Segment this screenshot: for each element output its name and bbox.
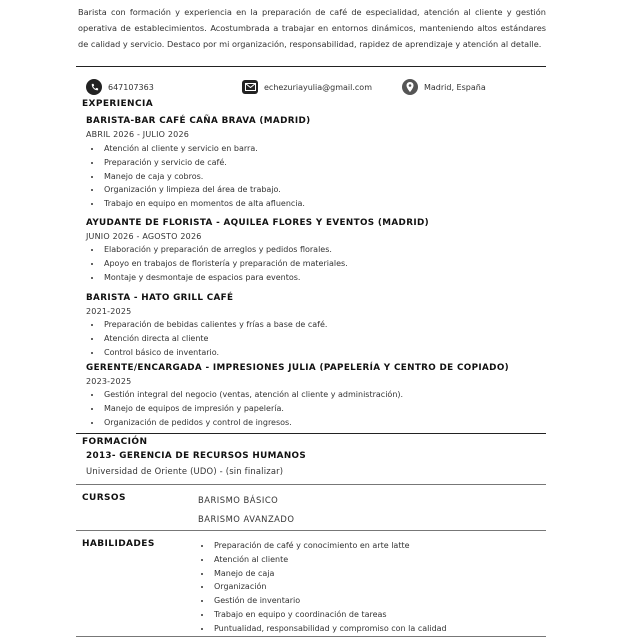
list-item: • Montaje y desmontaje de espacios para eventos. xyxy=(102,271,348,285)
location-text: Madrid, España xyxy=(424,82,486,92)
divider xyxy=(76,66,546,67)
list-item: • Atención directa al cliente xyxy=(102,332,327,346)
list-item: • Gestión integral del negocio (ventas, atención al cliente y administración). xyxy=(102,388,403,402)
job-title: BARISTA - HATO GRILL CAFÉ xyxy=(86,293,234,303)
list-item: • Organización de pedidos y control de ingresos. xyxy=(102,416,403,430)
list-item: • Organización xyxy=(212,580,447,594)
skills-list xyxy=(202,539,447,636)
list-item: • Manejo de equipos de impresión y papelería. xyxy=(102,402,403,416)
job-bullets xyxy=(92,142,305,211)
list-item: • Trabajo en equipo y coordinación de tareas xyxy=(212,608,447,622)
divider xyxy=(76,636,546,637)
phone-icon xyxy=(86,79,102,95)
course-item: BARISMO BÁSICO xyxy=(198,495,279,505)
section-heading-skills: HABILIDADES xyxy=(82,539,155,549)
contact-phone xyxy=(86,78,154,96)
job-title: GERENTE/ENCARGADA - IMPRESIONES JULIA (PAPELERÍA Y CENTRO DE COPIADO) xyxy=(86,363,510,373)
divider xyxy=(76,484,546,485)
list-item: • Elaboración y preparación de arreglos y pedidos florales. xyxy=(102,243,348,257)
section-heading-education: FORMACIÓN xyxy=(82,437,148,447)
section-heading-experience: EXPERIENCIA xyxy=(82,99,154,109)
job-date: ABRIL 2026 - JULIO 2026 xyxy=(86,130,190,139)
profile-summary: Barista con formación y experiencia en la preparación de café de especialidad, atención al cliente y gestión operativa de establecimientos. Acostumbrada a trabajar en entornos dinámicos, manteniendo altos estándares de calidad y servicio. Destaco por mi organización, responsabilidad, rapidez de aprendizaje y atención al detalle. xyxy=(78,7,546,49)
list-item: • Puntualidad, responsabilidad y compromiso con la calidad xyxy=(212,622,447,636)
list-item: • Atención al cliente xyxy=(212,553,447,567)
job-date: 2021-2025 xyxy=(86,307,132,316)
phone-number: 647107363 xyxy=(108,82,154,92)
education-title: 2013- GERENCIA DE RECURSOS HUMANOS xyxy=(86,451,307,461)
contact-email xyxy=(242,78,372,96)
job-bullets xyxy=(92,318,327,359)
job-title: AYUDANTE DE FLORISTA - AQUILEA FLORES Y EVENTOS (MADRID) xyxy=(86,218,429,228)
list-item: • Organización y limpieza del área de trabajo. xyxy=(102,183,305,197)
location-pin-icon xyxy=(402,79,418,95)
contact-location xyxy=(402,78,486,96)
course-item: BARISMO AVANZADO xyxy=(198,514,295,524)
list-item: • Atención al cliente y servicio en barra. xyxy=(102,142,305,156)
list-item: • Preparación de café y conocimiento en arte latte xyxy=(212,539,447,553)
divider xyxy=(76,433,546,434)
section-heading-courses: CURSOS xyxy=(82,493,126,503)
email-icon xyxy=(242,80,258,94)
job-date: JUNIO 2026 - AGOSTO 2026 xyxy=(86,232,202,241)
job-date: 2023-2025 xyxy=(86,377,132,386)
list-item: • Gestión de inventario xyxy=(212,594,447,608)
list-item: • Trabajo en equipo en momentos de alta afluencia. xyxy=(102,197,305,211)
job-title: BARISTA-BAR CAFÉ CAÑA BRAVA (MADRID) xyxy=(86,116,311,126)
list-item: • Apoyo en trabajos de floristería y preparación de materiales. xyxy=(102,257,348,271)
job-bullets xyxy=(92,388,403,429)
education-institution: Universidad de Oriente (UDO) - (sin finalizar) xyxy=(86,466,284,476)
list-item: • Preparación y servicio de café. xyxy=(102,156,305,170)
email-address: echezuriayulia@gmail.com xyxy=(264,82,372,92)
job-bullets xyxy=(92,243,348,284)
divider xyxy=(76,530,546,531)
list-item: • Control básico de inventario. xyxy=(102,346,327,360)
list-item: • Preparación de bebidas calientes y frías a base de café. xyxy=(102,318,327,332)
list-item: • Manejo de caja y cobros. xyxy=(102,170,305,184)
list-item: • Manejo de caja xyxy=(212,567,447,581)
